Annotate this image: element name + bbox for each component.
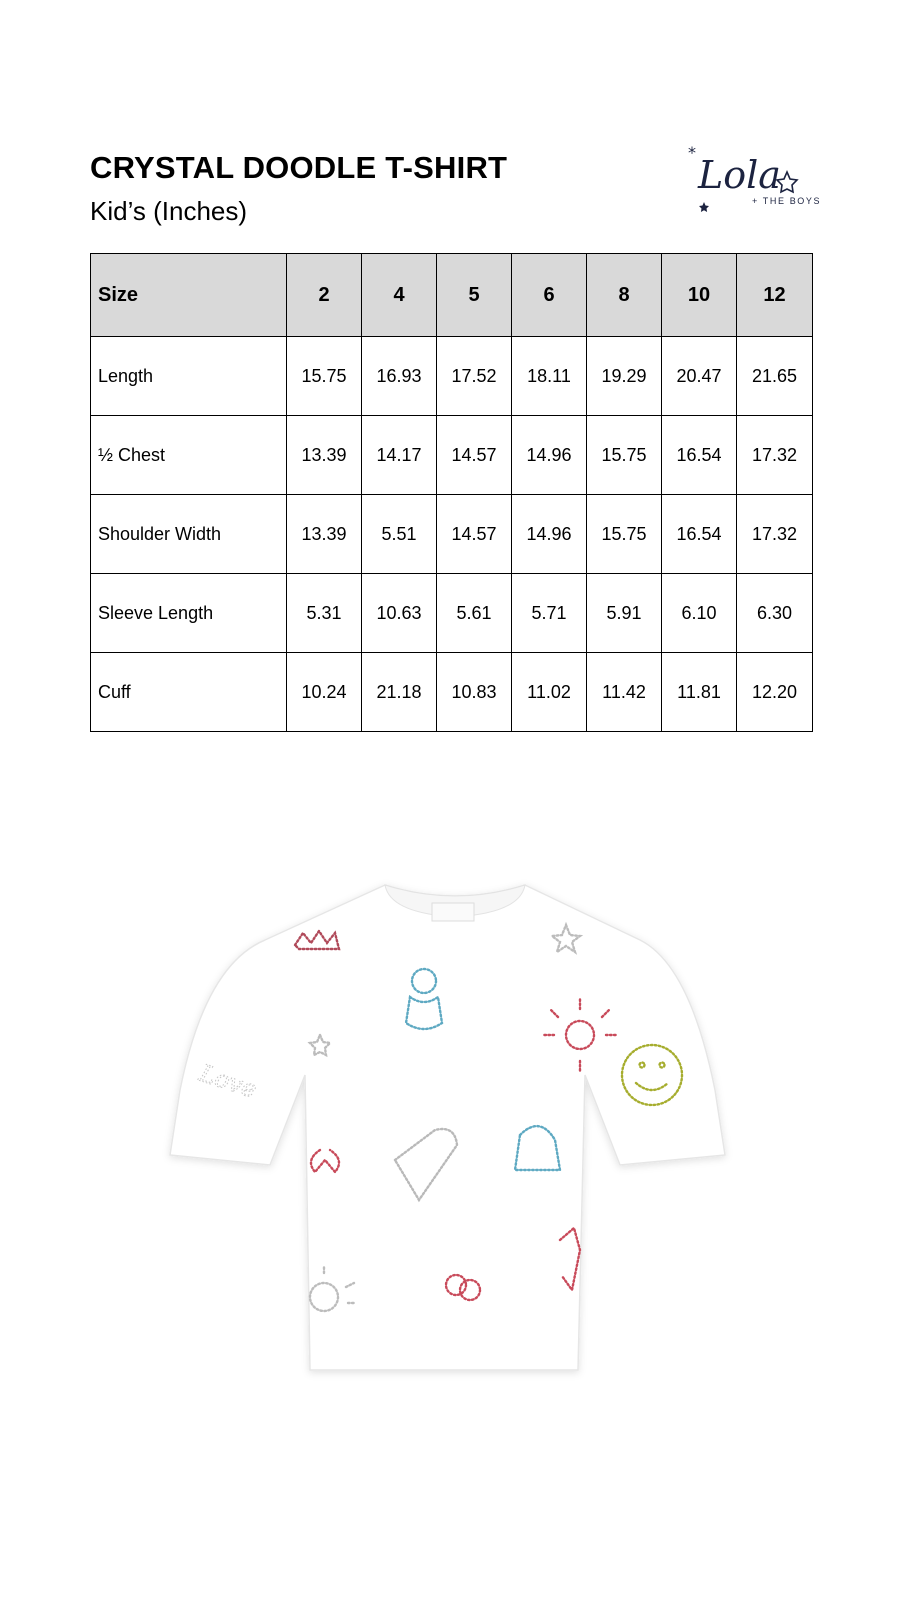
size-chart-row <box>91 416 813 495</box>
measurement-value: 21.65 <box>737 337 813 416</box>
sleeve-love-text: Love <box>196 1059 261 1104</box>
measurement-value: 5.91 <box>587 574 662 653</box>
measurement-value: 5.61 <box>437 574 512 653</box>
measurement-value: 14.96 <box>512 416 587 495</box>
measurement-label: Shoulder Width <box>91 495 287 574</box>
size-header-cell: 8 <box>587 254 662 337</box>
measurement-label: ½ Chest <box>91 416 287 495</box>
measurement-value: 10.63 <box>362 574 437 653</box>
measurement-value: 15.75 <box>587 416 662 495</box>
size-header-row <box>91 254 813 337</box>
measurement-value: 20.47 <box>662 337 737 416</box>
measurement-value: 17.32 <box>737 495 813 574</box>
size-header-cell: 5 <box>437 254 512 337</box>
measurement-value: 6.10 <box>662 574 737 653</box>
size-chart-row <box>91 337 813 416</box>
measurement-value: 11.81 <box>662 653 737 732</box>
logo-wordmark: Lola <box>698 153 781 197</box>
measurement-value: 5.71 <box>512 574 587 653</box>
logo-tagline: + THE BOYS <box>752 196 822 206</box>
size-header-cell: 12 <box>737 254 813 337</box>
measurement-value: 16.93 <box>362 337 437 416</box>
measurement-value: 15.75 <box>587 495 662 574</box>
measurement-value: 11.02 <box>512 653 587 732</box>
svg-text:*: * <box>688 143 696 162</box>
size-header-label: Size <box>91 254 287 337</box>
brand-logo <box>690 142 810 220</box>
measurement-value: 11.42 <box>587 653 662 732</box>
measurement-label: Length <box>91 337 287 416</box>
measurement-value: 5.51 <box>362 495 437 574</box>
measurement-value: 16.54 <box>662 416 737 495</box>
measurement-label: Sleeve Length <box>91 574 287 653</box>
size-header-cell: 4 <box>362 254 437 337</box>
product-tshirt-image <box>170 885 740 1405</box>
measurement-value: 17.52 <box>437 337 512 416</box>
product-title: CRYSTAL DOODLE T-SHIRT <box>90 150 508 185</box>
size-header-cell: 6 <box>512 254 587 337</box>
measurement-value: 14.96 <box>512 495 587 574</box>
measurement-value: 18.11 <box>512 337 587 416</box>
measurement-value: 14.57 <box>437 416 512 495</box>
measurement-value: 21.18 <box>362 653 437 732</box>
measurement-value: 10.24 <box>287 653 362 732</box>
size-chart-row <box>91 495 813 574</box>
size-chart-row <box>91 574 813 653</box>
measurement-value: 12.20 <box>737 653 813 732</box>
size-chart-row <box>91 653 813 732</box>
measurement-value: 14.57 <box>437 495 512 574</box>
measurement-value: 16.54 <box>662 495 737 574</box>
measurement-value: 14.17 <box>362 416 437 495</box>
tshirt-label <box>432 903 474 921</box>
size-chart-table <box>90 253 813 732</box>
logo-small-star-icon <box>699 202 709 212</box>
measurement-value: 6.30 <box>737 574 813 653</box>
tshirt-body <box>170 885 725 1370</box>
measurement-value: 13.39 <box>287 416 362 495</box>
measurement-value: 17.32 <box>737 416 813 495</box>
measurement-value: 5.31 <box>287 574 362 653</box>
measurement-value: 10.83 <box>437 653 512 732</box>
size-header-cell: 10 <box>662 254 737 337</box>
size-header-cell: 2 <box>287 254 362 337</box>
size-unit-subtitle: Kid’s (Inches) <box>90 196 248 226</box>
measurement-value: 13.39 <box>287 495 362 574</box>
measurement-label: Cuff <box>91 653 287 732</box>
measurement-value: 15.75 <box>287 337 362 416</box>
measurement-value: 19.29 <box>587 337 662 416</box>
